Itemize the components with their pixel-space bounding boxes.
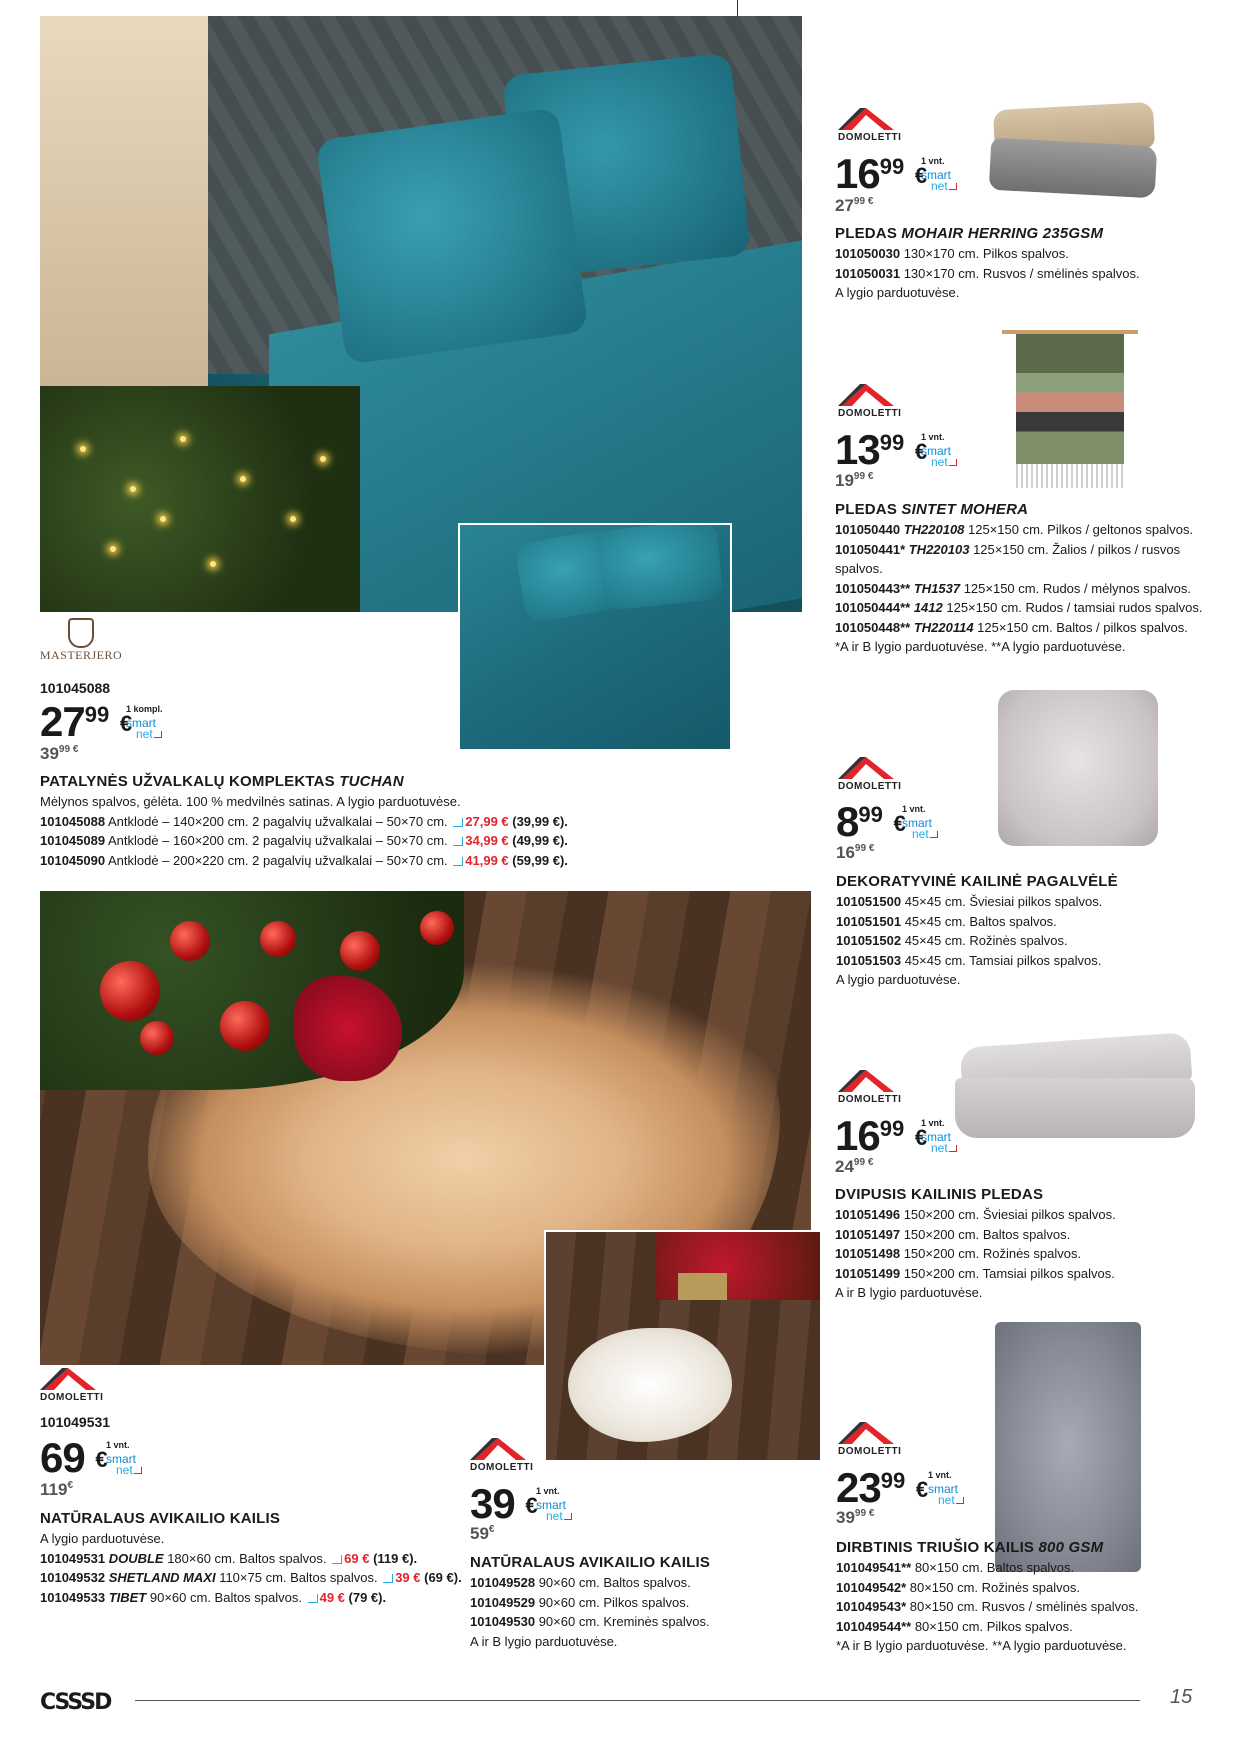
pillow-price: $8^{99}$ € 1 vnt. smart net	[836, 800, 976, 846]
smart-net-logo: smart net	[921, 170, 957, 192]
smart-net-logo: smart net	[928, 1484, 964, 1506]
smart-net-logo: smart net	[921, 446, 957, 468]
footer-divider	[135, 1700, 1140, 1701]
domoletti-logo: DOMOLETTI	[838, 382, 908, 422]
mohair-details: 101050030 130×170 cm. Pilkos spalvos. 101050031 130×170 cm. Rusvos / smėlinės spalvos. A lygio parduotuvėse.	[835, 246, 1140, 300]
plaid-details: 101051496 150×200 cm. Šviesiai pilkos spalvos. 101051497 150×200 cm. Baltos spalvos. 101051498 150×200 cm. Rožinės spalvos. 101051499 150×200 cm. Tamsiai pilkos spalvos. A ir B lygio parduotuvėse.	[835, 1207, 1116, 1300]
domoletti-logo: DOMOLETTI	[838, 106, 908, 146]
plaid-price: $16^{99}$ € 1 vnt. smart net	[835, 1114, 975, 1160]
store-logo: CSSSD	[40, 1690, 111, 1715]
sheepskin2-price: 39 € 1 vnt. smart net	[470, 1482, 610, 1528]
tuchan-title: PATALYNĖS UŽVALKALŲ KOMPLEKTAS TUCHAN	[40, 773, 404, 790]
pillow-details: 101051500 45×45 cm. Šviesiai pilkos spalvos. 101051501 45×45 cm. Baltos spalvos. 101051502 45×45 cm. Rožinės spalvos. 101051503 45×45 cm. Tamsiai pilkos spalvos. A lygio parduotuvėse.	[836, 894, 1103, 987]
page-number: 15	[1170, 1686, 1193, 1708]
mohair-blanket-thumbnail	[988, 100, 1160, 200]
sheepskin1-old-price: 119€	[40, 1480, 73, 1499]
smart-net-logo: smart net	[126, 718, 162, 740]
rabbit-title: DIRBTINIS TRIUŠIO KAILIS 800 GSM	[836, 1539, 1104, 1556]
sintet-throw-thumbnail	[1008, 330, 1132, 490]
domoletti-logo: DOMOLETTI	[40, 1366, 110, 1406]
bedding-detail-photo	[458, 523, 732, 751]
domoletti-logo: DOMOLETTI	[838, 1420, 908, 1460]
double-plaid-thumbnail	[955, 1030, 1200, 1144]
tuchan-code: 101045088	[40, 680, 111, 696]
sheepskin2-old-price: 59€	[470, 1524, 495, 1543]
domoletti-logo: DOMOLETTI	[470, 1436, 540, 1476]
sintet-details: 101050440 TH220108 125×150 cm. Pilkos / geltonos spalvos. 101050441* TH220103 125×150 cm. Žalios / pilkos / rusvos spalvos. 101050443** TH1537 125×150 cm. Rudos / mėlynos spalvos. 101050444** 1412 125×150 cm. Rudos / tamsiai rudos spalvos. 101050448** TH220114 125×150 cm. Baltos / pilkos spalvos. *A ir B lygio parduotuvėse. **A lygio parduotuvėse.	[835, 522, 1203, 654]
tuchan-old-price: $39^{99 €}$	[40, 744, 79, 763]
smart-net-logo: smart net	[902, 818, 938, 840]
masterjero-logo: MASTERJERO	[36, 618, 126, 668]
sintet-title: PLEDAS SINTET MOHERA	[835, 501, 1029, 518]
column-divider	[737, 0, 738, 16]
smart-net-logo: smart net	[536, 1500, 572, 1522]
smart-net-logo: smart net	[106, 1454, 142, 1476]
plaid-title: DVIPUSIS KAILINIS PLEDAS	[835, 1186, 1044, 1203]
mohair-old-price: $27^{99 €}$	[835, 196, 874, 215]
rabbit-old-price: $39^{99 €}$	[836, 1508, 875, 1527]
plaid-old-price: $24^{99 €}$	[835, 1157, 874, 1176]
sheepskin1-details: A lygio parduotuvėse. 101049531 DOUBLE 180×60 cm. Baltos spalvos. 69 € (119 €). 101049532 SHETLAND MAXI 110×75 cm. Baltos spalvos. 39 € (69 €). 101049533 TIBET 90×60 cm. Baltos spalvos. 49 € (79 €).	[40, 1531, 462, 1605]
mohair-price: $16^{99}$ € 1 vnt. smart net	[835, 152, 975, 198]
fur-pillow-thumbnail	[998, 690, 1158, 846]
sintet-price: $13^{99}$ € 1 vnt. smart net	[835, 428, 975, 474]
smart-net-logo: smart net	[921, 1132, 957, 1154]
rabbit-details: 101049541** 80×150 cm. Baltos spalvos. 101049542* 80×150 cm. Rožinės spalvos. 101049543* 80×150 cm. Rusvos / smėlinės spalvos. 101049544** 80×150 cm. Pilkos spalvos. *A ir B lygio parduotuvėse. **A lygio parduotuvėse.	[836, 1560, 1139, 1653]
sheepskin-detail-photo	[544, 1230, 822, 1462]
tuchan-details: Mėlynos spalvos, gėlėta. 100 % medvilnės satinas. A lygio parduotuvėse. 101045088 Antklodė – 140×200 cm. 2 pagalvių užvalkalai – 50×70 cm. 27,99 € (39,99 €). 101045089 Antklodė – 160×200 cm. 2 pagalvių užvalkalai – 50×70 cm. 34,99 € (49,99 €). 101045090 Antklodė – 200×220 cm. 2 pagalvių užvalkalai – 50×70 cm. 41,99 € (59,99 €).	[40, 794, 568, 868]
sintet-old-price: $19^{99 €}$	[835, 471, 874, 490]
sheepskin2-details: 101049528 90×60 cm. Baltos spalvos. 101049529 90×60 cm. Pilkos spalvos. 101049530 90×60 cm. Kreminės spalvos. A ir B lygio parduotuvėse.	[470, 1575, 710, 1649]
mohair-title: PLEDAS MOHAIR HERRING 235GSM	[835, 225, 1104, 242]
domoletti-logo: DOMOLETTI	[838, 755, 908, 795]
domoletti-logo: DOMOLETTI	[838, 1068, 908, 1108]
rabbit-fur-thumbnail	[995, 1322, 1141, 1572]
sheepskin1-price: 69 € 1 vnt. smart net	[40, 1436, 180, 1482]
tuchan-price: $27^{99}$ € 1 kompl. smart net	[40, 698, 163, 745]
sheepskin1-code: 101049531	[40, 1414, 111, 1430]
pillow-title: DEKORATYVINĖ KAILINĖ PAGALVĖLĖ	[836, 873, 1118, 890]
pillow-old-price: $16^{99 €}$	[836, 843, 875, 862]
sheepskin1-title: NATŪRALAUS AVIKAILIO KAILIS	[40, 1510, 281, 1527]
sheepskin2-title: NATŪRALAUS AVIKAILIO KAILIS	[470, 1554, 711, 1571]
rabbit-price: $23^{99}$ € 1 vnt. smart net	[836, 1466, 976, 1512]
